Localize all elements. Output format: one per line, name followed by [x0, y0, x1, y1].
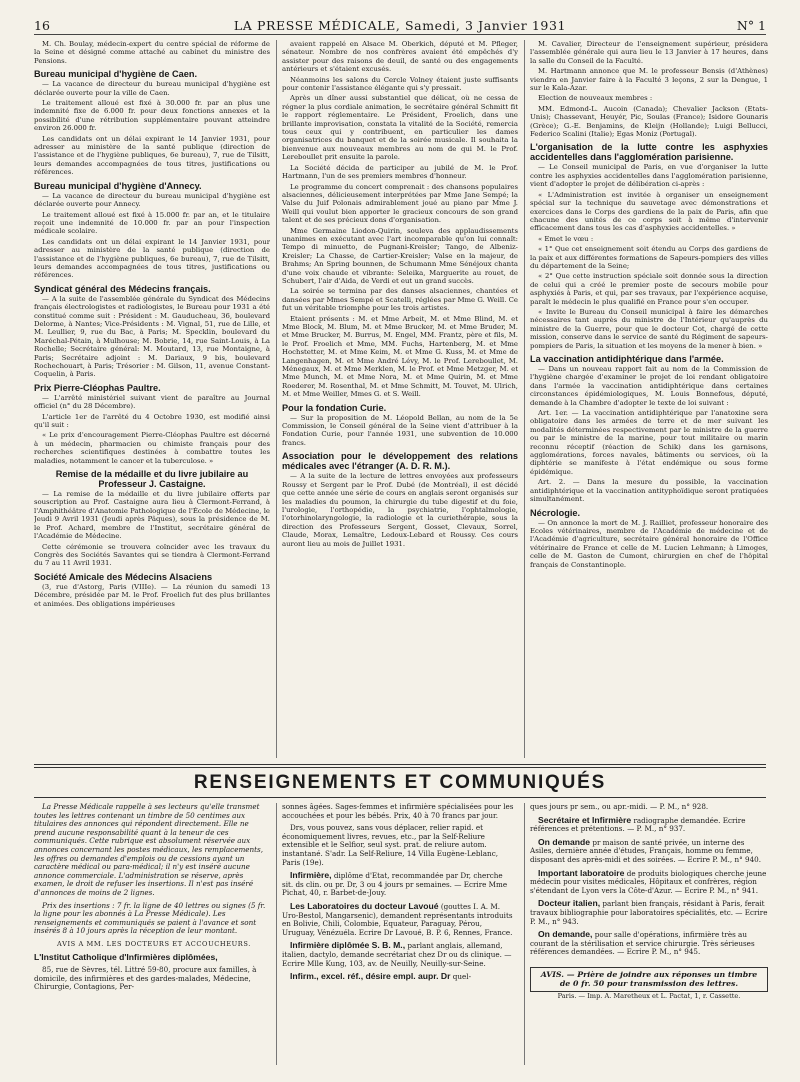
paragraph: L'article 1er de l'arrêté du 4 Octobre 1930, est modifié ainsi qu'il suit :	[34, 412, 270, 430]
article-heading: Nécrologie.	[530, 507, 581, 518]
ad-text: radiographe demandée. Ecrire références et prétentions. — P. M., n° 937.	[530, 815, 746, 834]
paragraph: — A la suite de l'assemblée générale du Syndicat des Médecins français électrologistes et radiologistes, le Bureau pour 1931 a été constitué comme suit : Président : M. Gauducheau, 36, boulevard Delorme, à Nantes; Vice-Présidents : M. Vignal, 51, rue de Lille, et M. Leullier, 9, rue du Bac, à Paris; M. Specklin, boulevard du Maréchal-Pétain, à Mulhouse; M. Bobrie, 14, rue Saint-Louis, à La Rochelle; Secrétaire général: M. Moutard, 13, rue Montaigne, à Paris; Secrétaire adjoint : M. Dariaux, 9 bis, boulevard Rochechouart, à Paris; Trésorier : M. Gilson, 11, avenue Constant-Coquelin, à Paris.	[34, 294, 270, 379]
paragraph: M. Hartmann annonce que M. le professeur Bensis (d'Athènes) viendra en Janvier faire à la Faculté 3 leçons, 2 sur la Dengue, 1 sur le Kala-Azar.	[530, 67, 768, 93]
ad-text: parlant bien français, résidant à Paris, ferait travaux bibliographie pour laboratoires spécialités, etc. — Ecrire P. M., n° 943.	[530, 899, 768, 926]
article-heading: Remise de la médaille et du livre jubilaire au Professeur J. Castaigne.	[55, 469, 249, 490]
classifieds-column-right	[530, 803, 768, 1071]
section-rule	[34, 797, 766, 798]
article-heading: Pour la fondation Curie.	[282, 402, 387, 413]
paragraph: Après un dîner aussi substantiel que délicat, où ne cessa de régner la plus cordiale animation, le secrétaire général Schmitt fit le rapport réglementaire. Le Président, Froelich, dans une brillante improvisation, constata la vitalité de la Société, remercia tous ceux qui y contribuent, en particulier les dames organisatrices du banquet et de la soirée musicale. Il souhaita la bienvenue aux nouveaux membres au nom de qui M. le Prof. Lereboullet prit ensuite la parole.	[282, 94, 518, 162]
article-heading: Bureau municipal d'hygiène de Caen.	[34, 69, 198, 80]
paragraph: « 2° Que cette instruction spéciale soit donnée sous la direction de celui qui a créé le premier poste de secours mobile pour asphyxiés à Paris, et qui, par ses travaux, par l'expérience acquise, paraît le médecin le plus qualifié en France pour s'en occuper.	[530, 272, 768, 306]
paragraph: Le programme du concert comprenait : des chansons populaires alsaciennes, délicieusement interprétées par Mme Jane Sempé; la Valse du Juif Polonais admirablement joué au piano par Mme J. Weill qui voulut bien apporter le gracieux concours de son grand talent et de ses précieux dons d'organisation.	[282, 182, 518, 225]
paragraph: — On annonce la mort de M. J. Railliet, professeur honoraire des Ecoles vétérinaires, membre de l'Académie de médecine et de l'Académie d'agriculture, secrétaire général honoraire de l'Office vétérinaire de France et celle de M. Lucien Lehmann; à Limoges, celle de M. Gaston de Cumont, chirurgien en chef de l'hôpital français de Constantinople.	[530, 518, 768, 569]
ad-text: quel-	[452, 972, 471, 982]
paragraph: Cette cérémonie se trouvera coïncider avec les travaux du Congrès des Sociétés Savantes qui se tiendra à Clermont-Ferrand du 7 au 11 Avril 1931.	[34, 542, 270, 568]
ad-text: de produits biologiques cherche jeune médecin pour visites médicales, Hôpitaux et confrères, région s'étendant de Lyon vers la Côte-d'Azur. — Ecrire P. M., n° 941.	[530, 868, 767, 895]
ad-heading: Les Laboratoires du docteur Lavoué	[290, 900, 439, 911]
paragraph: Election de nouveaux membres :	[538, 94, 653, 103]
article-heading: Association pour le développement des relations médicales avec l'étranger (A. D. R. M.).	[282, 451, 518, 472]
article-heading: Syndicat général des Médecins français.	[34, 283, 211, 294]
ad-text: sonnes âgées. Sages-femmes et infirmière spécialisées pour les accouchées et pour les bébés. Prix, 40 à 70 francs par jour.	[282, 803, 514, 820]
paragraph: La Société décida de participer au jubilé de M. le Prof. Hartmann, l'un de ses premiers membres d'honneur.	[282, 163, 518, 181]
masthead: LA PRESSE MÉDICALE, Samedi, 3 Janvier 1931	[233, 18, 567, 33]
paragraph: MM. Edmond-L. Aucoin (Canada); Chevalier Jackson (Etats-Unis); Chassevant, Heuyér, Pic, Soulas (France); Isidore Gounaris (Grèce); G.-E. Benjamins, de Kleijn (Hollande); Luigi Bellucci, Federico Scalini (Italie); Egas Moniz (Portugal).	[530, 104, 768, 139]
article-heading: Bureau municipal d'hygiène d'Annecy.	[34, 180, 202, 191]
paragraph: Le traitement alloué est fixé à 15.000 fr. par an, et le titulaire reçoit une indemnité de 10.000 fr. par an pour l'inspection médicale scolaire.	[34, 210, 270, 236]
page-number: 16	[34, 18, 50, 33]
printer-imprint: Paris. — Imp. A. Maretheux et L. Pactat, 1, r. Cassette.	[557, 992, 741, 1001]
prices-paragraph: Prix des insertions : 7 fr. la ligne de 40 lettres ou signes (5 fr. la ligne pour les abonnés à La Presse Médicale). Les renseignements et communiqués se paient à l'avance et sont insérés 8 à 10 jours après la réception de leur montant.	[34, 900, 266, 936]
issue-number: N° 1	[736, 18, 766, 33]
paragraph: Art. 2. — Dans la mesure du possible, la vaccination antidiphtérique et la vaccination antityphoïdique seront pratiquées simultanément.	[530, 478, 768, 504]
paragraph: Art. 1er. — La vaccination antidiphtérique par l'anatoxine sera obligatoire dans les armées de terre et de mer suivant les modalités déterminées respectivement par le ministre de la guerre ou par le ministre de la marine, pour tout militaire ou marin reconnu réceptif (réaction de Schik) dans les garnisons, agglomérations, forces navales, bâtiments ou services, où la diphtérie se manifeste à l'état endémique ou sous forme épidémique.	[530, 409, 768, 476]
ad-text: ques jours pr sem., ou apr.-midi. — P. M., n° 928.	[530, 803, 709, 811]
paragraph: (3, rue d'Astorg, Paris (VIIIe). — La réunion du samedi 13 Décembre, présidée par M. le Prof. Froelich fut des plus brillantes et animées. Des obligations impérieuses	[34, 582, 270, 608]
paragraph: Mme Germaine Liodon-Quirin, souleva des applaudissements unanimes en exécutant avec l'art incomparable qu'on lui connaît: Tempo di minuetto, de Pugnani-Kreisler; Tango, de Albeniz-Kreisler; La Chasse, de Cartier-Kreisler; Valse en la majeur, de Brahms; An Spring bounnen, de Schumann Mme Sénéjoux chanta d'une voix chaude et vibrante: Seleika, Marguerite au rouet, de Schubert, l'air d'Aida, de Verdi et eut un grand succès.	[282, 226, 518, 285]
paragraph: M. Cavalier, Directeur de l'enseignement supérieur, présidera l'assemblée générale qui aura lieu le 13 Janvier à 17 heures, dans la salle du Conseil de la Faculté.	[530, 40, 768, 65]
ad-text: (gouttes I. A. M. Uro-Bestol, Mangarsenic), demandent représentants introduits en Bolivie, Chili, Colombie, Equateur, Paraguay, Pérou, Uruguay, Vénézuéla. Ecrire Dr Lavoué, B. P. 6, Rennes, France.	[282, 901, 513, 937]
classifieds-column-middle	[282, 803, 514, 1071]
ad-heading: Infirm., excel. réf., désire empl. aupr. Dr	[290, 971, 451, 982]
ad-heading: On demande,	[538, 929, 593, 940]
paragraph: — La vacance de directeur du bureau municipal d'hygiène est déclarée ouverte pour la ville de Caen.	[34, 80, 270, 97]
paragraph: Les candidats ont un délai expirant le 14 Janvier 1931, pour adresser au ministère de la santé publique (direction de l'assistance et de l'hygiène publiques, 6e bureau), 7, rue de Tilsitt, leurs demandes accompagnées de tous titres, justifications ou références.	[34, 237, 270, 280]
notice-paragraph: La Presse Médicale rappelle à ses lecteurs qu'elle transmet toutes les lettres contenant un timbre de 50 centimes aux titulaires des annonces qui répondent directement. Elle ne prend aucune responsabilité quant à la teneur de ces communiqués. Cette rubrique est absolument réservée aux annonces concernant les postes médicaux, les remplacements, les offres ou demandes d'emplois ou de cessions ayant un caractère médical ou para-médical; il n'y est inséré aucune annonce commerciale. L'administration se réserve, après examen, le droit de refuser les insertions. Il n'est pas inséré d'annonces de moins de 2 lignes.	[34, 803, 264, 897]
ad-text: Drs, vous pouvez, sans vous déplacer, relier rapid. et économiquement livres, revues, etc., par la Self-Reliure extensible et le Selfior, seul syst. prat. de reliure autom. instantané. S'adr. La Self-Reliure, 14 Villa Eugène-Leblanc, Paris (19e).	[282, 823, 498, 867]
notice-box: AVIS. — Prière de joindre aux réponses un timbre de 0 fr. 50 pour transmission des lettres.	[530, 967, 768, 992]
ad-heading: Infirmière diplômée S. B. M.,	[290, 940, 406, 951]
paragraph: — Le Conseil municipal de Paris, en vue d'organiser la lutte contre les asphyxies accidentelles dans l'agglomération parisienne, vient d'adopter le projet de délibération ci-après :	[530, 163, 768, 189]
paragraph: avaient rappelé en Alsace M. Oberkich, député et M. Pfleger, sénateur. Nombre de nos confrères avaient été empêchés d'y assister pour des raisons de deuil, de santé ou des engagements antérieurs et s'étaient excusés.	[282, 40, 518, 74]
paragraph: — L'arrêté ministériel suivant vient de paraître au Journal officiel (n° du 28 Décembre).	[34, 393, 270, 411]
column-left	[34, 40, 270, 758]
ad-heading: L'Institut Catholique d'Infirmières diplômées,	[34, 951, 218, 962]
section-rule	[34, 764, 766, 765]
paragraph: — A la suite de la lecture de lettres envoyées aux professeurs Roussy et Sergent par le Prof. Dubé (de Montréal), il est décidé que cette année une série de cours en anglais seront organisés sur les maladies du poumon, la chirurgie du tube digestif et du foie, l'urologie, l'orthopédie, la psychiatrie, l'ophtalmologie, l'otorhinolaryngologie, la radiologie et la curiethérapie, sous la direction des Professeurs Sergent, Gosset, Clevaux, Sorrel, Claude, Morax, Lemaître, Ledoux-Lebard et Roussy. Ces cours auront lieu au mois de Juillet 1931.	[282, 472, 518, 548]
paragraph: « Le prix d'encouragement Pierre-Cléophas Paultre est décerné à un médecin, pharmacien ou chimiste français pour des recherches scientifiques destinées à combattre toutes les maladies, notamment le cancer et la tuberculose. »	[34, 431, 270, 465]
ad-heading: Infirmière,	[290, 870, 332, 881]
section-rule	[34, 767, 766, 768]
paragraph: « 1° Que cet enseignement soit étendu au Corps des gardiens de la paix et aux différentes formations de Sapeurs-pompiers des villes du département de la Seine;	[530, 245, 768, 270]
classifieds-column-left	[34, 803, 266, 1071]
article-heading: L'organisation de la lutte contre les asphyxies accidentelles dans l'agglomération parisienne.	[530, 142, 768, 163]
column-middle	[282, 40, 518, 758]
ad-text: pr maison de santé privée, un interne des Asiles, dernière année d'études, Français, homme ou femme, disposant des après-midi et des soirées. — Ecrire P. M., n° 940.	[530, 837, 762, 864]
paragraph: « L'Administration est invitée à organiser un enseignement spécial sur la technique du sauvetage avec démonstrations et exercices dans le Corps des gardiens de la paix de Paris, afin que chacune des unités de ce corps soit à même d'intervenir efficacement dans tous les cas d'asphyxies accidentelles. »	[530, 190, 768, 233]
column-divider	[276, 40, 277, 758]
article-heading: Prix Pierre-Cléophas Paultre.	[34, 382, 161, 393]
ad-text: parlant anglais, allemand, italien, dactylo, demande secrétariat chez Dr ou ds clinique. — Ecrire Mlle Kung, 103, av. de Neuilly, Neuilly-sur-Seine.	[282, 941, 512, 968]
article-heading: Société Amicale des Médecins Alsaciens	[34, 571, 213, 582]
paragraph: Néanmoins les salons du Cercle Volney étaient juste suffisants pour contenir l'assistance élégante qui s'y pressait.	[282, 75, 518, 93]
ad-text: diplôme d'Etat, recommandée par Dr, cherche sit. ds clin. ou pr. Dr, 3 ou 4 jours pr semaines. — Ecrire Mme Pichat, 40, r. Barbet-de-Jouy.	[282, 871, 508, 898]
notice-heading: AVIS A MM. LES DOCTEURS ET ACCOUCHEURS.	[57, 939, 251, 948]
column-divider	[524, 40, 525, 758]
paragraph: — La remise de la médaille et du livre jubilaire offerts par souscription au Prof. Castaigne aura lieu à Clermont-Ferrand, à l'Amphithéâtre d'Anatomie Pathologique de l'École de Médecine, le Jeudi 9 Avril 1931 (Jeudi après Pâques), sous la présidence de M. le Prof. Achard, membre de l'Institut, secrétaire général de l'Académie de Médecine.	[34, 490, 270, 541]
ad-text: pour salle d'opérations, infirmière très au courant de la stérilisation et service chirurgie. Très sérieuses références demandées. — Ecrire P. M., n° 945.	[530, 930, 755, 957]
paragraph: Le traitement alloué est fixé à 30.000 fr. par an plus une indemnité fixe de 6.000 fr. pour deux fonctions annexes et la possibilité d'une rétribution supplémentaire pouvant atteindre environ 26.000 fr.	[34, 99, 270, 133]
paragraph: M. Ch. Boulay, médecin-expert du centre spécial de réforme de la Seine et désigné comme attaché au cabinet du ministre des Pensions.	[34, 40, 270, 65]
column-right	[530, 40, 768, 758]
ad-heading: Docteur italien,	[538, 898, 601, 909]
ad-heading: Important laboratoire	[538, 867, 625, 878]
page-header	[34, 18, 766, 35]
paragraph: Etaient présents : M. et Mme Arbeit, M. et Mme Blind, M. et Mme Block, M. Blum, M. et Mme Brucker, M. et Mme Bruder, M. et Mme Brucker, M. Burrus, M. Engel, MM. Frantz, père et fils, M. le Prof. Froelich et Mme, MM. Fuchs, Hartenberg, M. et Mme Hochstetter, M. et Mme Keim, M. et Mme G. Kuss, M. et Mme de Langenhagen, M. et Mme André Lévy, M. le Prof. Lereboullet, M. Ménegaux, M. et Mme Merklen, M. le Prof. et Mme Metzger, M. et Mme Munch, M. et Mme Nora, M. et Mme Quirin, M. et Mme Roederer, M. Rosenthal, M. et Mme Schmitt, M. Touvet, M. Ulrich, M. et Mme Weiller, Mmes G. et S. Weill.	[282, 314, 518, 399]
column-divider	[276, 803, 277, 1065]
column-divider	[524, 803, 525, 1065]
paragraph: La soirée se termina par des danses alsaciennes, chantées et dansées par Mmes Sempé et Scatelli, réglées par Mme G. Weill. Ce fut un véritable triomphe pour les trois artistes.	[282, 287, 518, 313]
section-title: RENSEIGNEMENTS ET COMMUNIQUÉS	[193, 772, 607, 793]
paragraph: Les candidats ont un délai expirant le 14 Janvier 1931, pour adresser au ministère de la santé publique (direction de l'assistance et de l'hygiène publiques, 6e bureau), 7, rue de Tilsitt, leurs demandes accompagnées de tous titres, justifications ou références.	[34, 134, 270, 177]
paragraph: — Dans un nouveau rapport fait au nom de la Commission de l'hygiène chargée d'examiner le projet de loi rendant obligatoire dans l'armée la vaccination antidiphtérique dans certaines circonstances épidémiologiques, M. Louis Bonnefous, député, demande à la Chambre d'adopter le texte de loi suivant :	[530, 365, 768, 407]
paragraph: « Invite le Bureau du Conseil municipal à faire les démarches nécessaires tant auprès du ministre de l'Intérieur qu'auprès du ministre de la Guerre, pour que le docteur Cot, chargé de cette mission, conserve dans le service de santé du Régiment de sapeurs-pompiers de Paris, la situation et les moyens de la mener à bien. »	[530, 307, 768, 350]
ad-heading: Secrétaire et Infirmière	[538, 814, 632, 825]
paragraph: — Sur la proposition de M. Léopold Bellan, au nom de la 5e Commission, le Conseil général de la Seine vient d'attribuer à la Fondation Curie, pour l'année 1931, une subvention de 10.000 francs.	[282, 413, 518, 447]
ad-heading: On demande	[538, 836, 591, 847]
paragraph: « Emet le vœu :	[538, 234, 594, 243]
ad-text: 85, rue de Sèvres, tél. Littré 59-80, procure aux familles, à domicile, des infirmières et des gardes-malades, Médecine, Chirurgie, Contagions, Per-	[34, 965, 257, 992]
article-heading: La vaccination antidiphtérique dans l'armée.	[530, 354, 724, 364]
paragraph: — La vacance de directeur du bureau municipal d'hygiène est déclarée ouverte pour Annecy.	[34, 191, 270, 209]
